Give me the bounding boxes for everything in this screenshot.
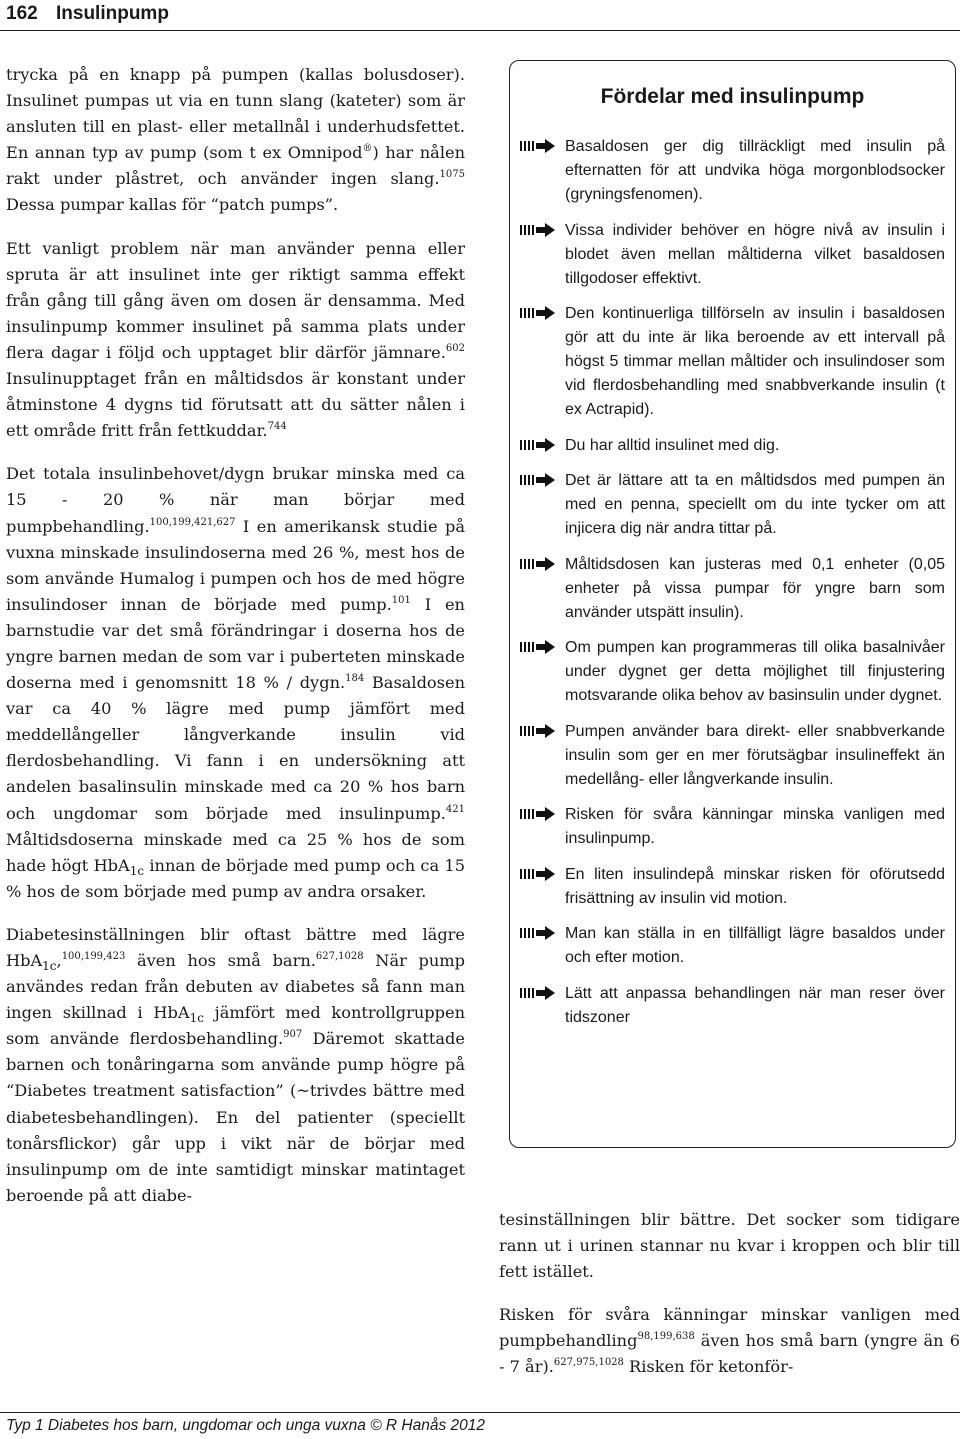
paragraph-pump-types: trycka på en knapp på pumpen (kallas bolusdoser). Insulinet pumpas ut via en tunn slang (kateter) som är ansluten till en plast- eller metallnål i underhudsfettet. En annan typ av pump (som t ex Omnipod®) har nålen rakt under plåstret, och använder ingen slang.$^{1075}$ Dessa pumpar kallas för “patch pumps”. <box>6 65 465 215</box>
list-item: Det är lättare att ta en måltidsdos med pumpen än med en penna, speciellt om du inte tycker om att injicera dig när andra tittar på. <box>520 469 945 541</box>
box-title: Fördelar med insulinpump <box>600 85 865 108</box>
section-title: Insulinpump <box>56 3 169 24</box>
arrow-bullet-icon <box>520 866 556 882</box>
list-item: Den kontinuerliga tillförseln av insulin i basaldosen gör att du inte är lika beroende av ett intervall på högst 5 timmar mellan måltider och insulindoser som vid flerdosbehandling med snabbverkande insulin (t ex Actrapid). <box>520 302 945 422</box>
paragraph-diabetes-control: Diabetesinställningen blir oftast bättre med lägre HbA$_{1c}$,$^{100,199,423}$ även hos små barn.$^{627,1028}$ När pump användes redan från debuten av diabetes så fann man ingen skillnad i HbA$_{1c}$ jämfört med kontrollgruppen som använde flerdosbehandling.$^{907}$ Däremot skattade barnen och tonåringarna som använde pump högre på “Diabetes treatment satisfaction” (~trivdes bättre med diabetesbehandlingen). En del patienter (speciellt tonårsflickor) går upp i vikt när de börjar med insulinpump om de inte samtidigt minskar matintaget beroende på att diabe- <box>6 924 466 1205</box>
arrow-bullet-icon <box>520 437 556 453</box>
paragraph-blood-sugar: tesinställningen blir bättre. Det socker som tidigare rann ut i urinen stannar nu kvar i kroppen och blir till fett istället. <box>499 1210 960 1282</box>
page-number: 162 <box>6 3 38 24</box>
list-item: Om pumpen kan programmeras till olika basalnivåer under dygnet ger detta möjlighet till finjustering motsvarande olika behov av basinsulin under dygnet. <box>520 636 945 708</box>
footer-citation: Typ 1 Diabetes hos barn, ungdomar och unga vuxna © R Hanås 2012 <box>6 1417 486 1434</box>
paragraph-insulin-needs: Det totala insulinbehovet/dygn brukar minska med ca 15 - 20 % när man börjar med pumpbehandling.$^{100,199,421,627}$ I en amerikansk studie på vuxna minskade insulindoserna med 26 %, mest hos de som använde Humalog i pumpen och hos de med högre insulindoser innan de började med pump.$^{101}$ I en barnstudie var det små förändringar i doserna hos de yngre barnen medan de som var i puberteten minskade doserna med i genomsnitt 18 % / dygn.$^{184}$ Basaldosen var ca 40 % lägre med pump jämfört med meddellångeller långverkande insulin vid flerdosbehandling. Vi fann i en undersökning att andelen basalinsulin minskade med ca 20 % hos barn och ungdomar som började med insulinpump.$^{421}$ Måltidsdoserna minskade med ca 25 % hos de som hade högt HbA$_{1c}$ innan de började med pump och ca 15 % hos de som började med pump av andra orsaker. <box>6 464 465 901</box>
list-item: En liten insulindepå minskar risken för oförutsedd frisättning av insulin vid motion. <box>520 863 945 911</box>
list-item: Pumpen använder bara direkt- eller snabbverkande insulin som ger en mer förutsägbar insulineffekt än medellång- eller långverkande insulin. <box>520 720 945 792</box>
arrow-bullet-icon <box>520 472 556 488</box>
arrow-bullet-icon <box>520 138 556 154</box>
arrow-bullet-icon <box>520 723 556 739</box>
arrow-bullet-icon <box>520 639 556 655</box>
advantages-box <box>509 60 956 1148</box>
page-header <box>0 0 960 31</box>
paragraph-absorption: Ett vanligt problem när man använder penna eller spruta är att insulinet inte ger riktigt samma effekt från gång till gång även om dosen är densamma. Med insulinpump kommer insulinet på samma plats under flera dagar i följd och upptaget blir därför jämnare.$^{602}$ Insulinupptaget från en måltidsdos är konstant under åtminstone 4 dygns tid förutsatt att du sätter nålen i ett område fritt från fettkuddar.$^{744}$ <box>6 238 465 441</box>
list-item: Basaldosen ger dig tillräckligt med insulin på efternatten för att undvika höga morgonblodsocker (gryningsfenomen). <box>520 135 945 207</box>
list-item: Risken för svåra känningar minska vanligen med insulinpump. <box>520 803 945 851</box>
page-footer <box>0 1412 960 1439</box>
arrow-bullet-icon <box>520 222 556 238</box>
list-item: Du har alltid insulinet med dig. <box>520 434 945 458</box>
arrow-bullet-icon <box>520 985 556 1001</box>
right-column <box>499 1207 960 1398</box>
paragraph-hypoglycemia-risk: Risken för svåra känningar minskar vanligen med pumpbehandling$^{98,199,638}$ även hos små barn (yngre än 6 - 7 år).$^{627,975,1028}$ Risken för ketonför- <box>499 1305 960 1377</box>
advantages-list <box>520 135 945 1041</box>
left-column <box>6 62 465 1226</box>
list-item: Lätt att anpassa behandlingen när man reser över tidszoner <box>520 982 945 1030</box>
list-item: Man kan ställa in en tillfälligt lägre basaldos under och efter motion. <box>520 922 945 970</box>
list-item: Vissa individer behöver en högre nivå av insulin i blodet även mellan måltiderna vilket basaldosen tillgodoser effektivt. <box>520 219 945 291</box>
list-item: Måltidsdosen kan justeras med 0,1 enheter (0,05 enheter på vissa pumpar för yngre barn som använder utspätt insulin). <box>520 553 945 625</box>
arrow-bullet-icon <box>520 556 556 572</box>
arrow-bullet-icon <box>520 806 556 822</box>
arrow-bullet-icon <box>520 925 556 941</box>
arrow-bullet-icon <box>520 305 556 321</box>
